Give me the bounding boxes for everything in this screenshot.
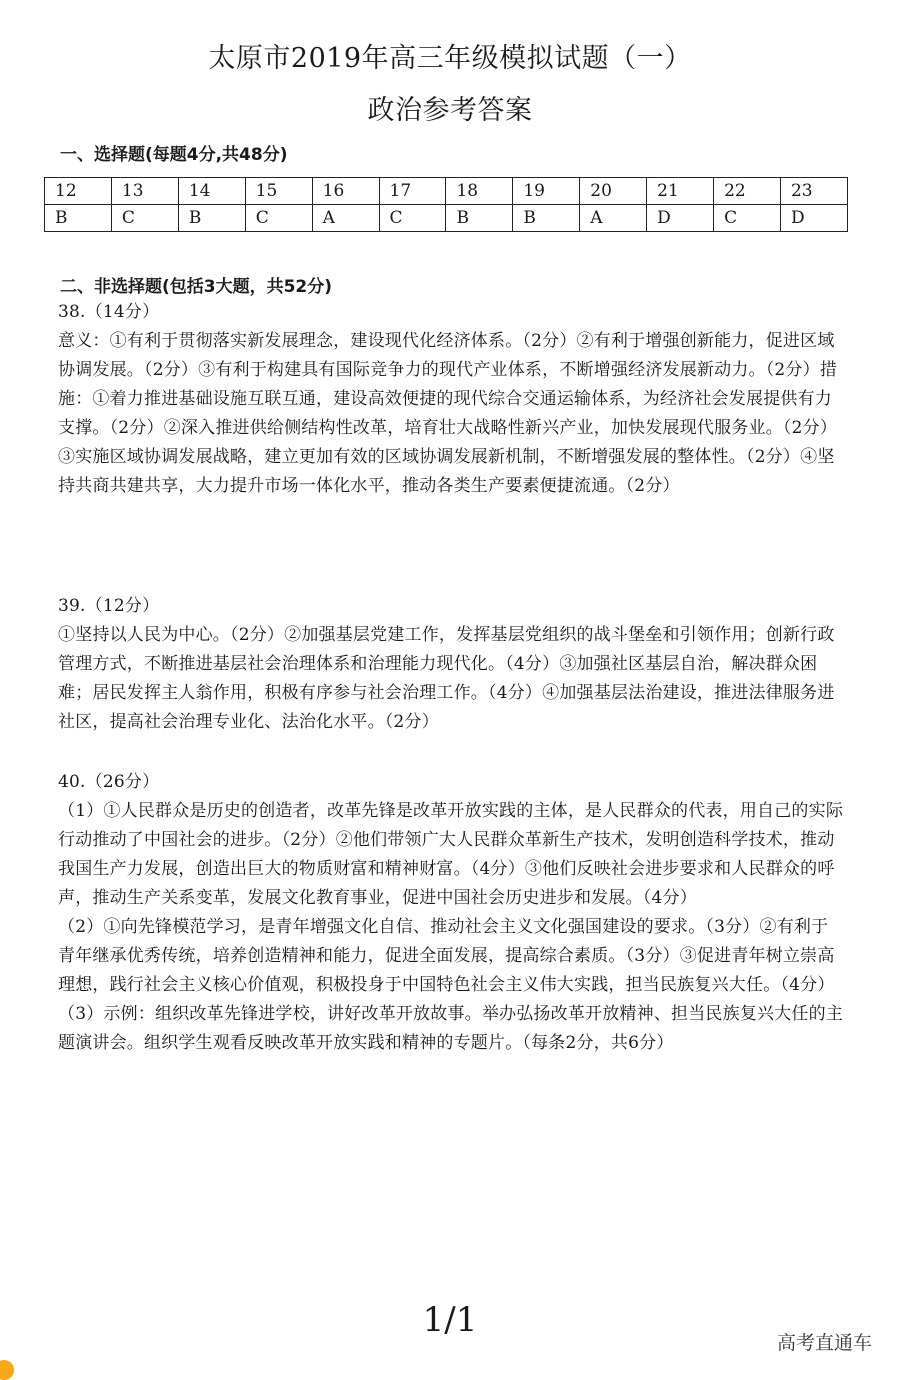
question-number: 18 — [446, 178, 513, 205]
question-number: 23 — [780, 178, 847, 205]
question-number-row — [45, 178, 848, 205]
question-number: 17 — [379, 178, 446, 205]
question-number: 15 — [245, 178, 312, 205]
answer-key-subtitle: 政治参考答案 — [367, 95, 533, 126]
watermark-text: 高考直通车 — [776, 1332, 872, 1354]
answer-cell: C — [111, 205, 178, 232]
answer-cell: A — [580, 205, 647, 232]
answer-cell: B — [446, 205, 513, 232]
page-number: 1/1 — [422, 1300, 478, 1340]
question-38-answer: 意义：①有利于贯彻落实新发展理念，建设现代化经济体系。（2分）②有利于增强创新能力，促进区域协调发展。（2分）③有利于构建具有国际竞争力的现代产业体系，不断增强经济发展新动力。（2分）措施：①着力推进基础设施互联互通，建设高效便捷的现代综合交通运输体系，为经济社会发展提供有力支撑。（2分）②深入推进供给侧结构性改革，培育壮大战略性新兴产业，加快发展现代服务业。（2分）③实施区域协调发展战略，建立更加有效的区域协调发展新机制，不断增强发展的整体性。（2分）④坚持共商共建共享，大力提升市场一体化水平，推动各类生产要素便捷流通。（2分） — [58, 331, 838, 496]
answer-cell: B — [513, 205, 580, 232]
answer-cell: D — [780, 205, 847, 232]
watermark-dot-icon — [0, 1360, 14, 1380]
answer-cell: C — [245, 205, 312, 232]
question-number: 20 — [580, 178, 647, 205]
question-number: 14 — [178, 178, 245, 205]
question-39-answer: ①坚持以人民为中心。（2分）②加强基层党建工作，发挥基层党组织的战斗堡垒和引领作用；创新行政管理方式，不断推进基层社会治理体系和治理能力现代化。（4分）③加强社区基层自治，解决群众困难；居民发挥主人翁作用，积极有序参与社会治理工作。（4分）④加强基层法治建设，推进法律服务进社区，提高社会治理专业化、法治化水平。（2分） — [58, 625, 835, 732]
answer-cell: B — [178, 205, 245, 232]
question-40-part-2: （2）①向先锋模范学习，是青年增强文化自信、推动社会主义文化强国建设的要求。（3分）②有利于青年继承优秀传统，培养创造精神和能力，促进全面发展，提高综合素质。（3分）③促进青年树立崇高理想，践行社会主义核心价值观，积极投身于中国特色社会主义伟大实践，担当民族复兴大任。（4分） — [58, 917, 835, 995]
question-number: 12 — [45, 178, 112, 205]
answer-cell: A — [312, 205, 379, 232]
answer-row — [45, 205, 848, 232]
question-number: 21 — [647, 178, 714, 205]
question-40-part-3: （3）示例：组织改革先锋进学校，讲好改革开放故事。举办弘扬改革开放精神、担当民族复兴大任的主题演讲会。组织学生观看反映改革开放实践和精神的专题片。（每条2分，共6分） — [58, 1004, 844, 1053]
section-2-heading: 二、非选择题(包括3大题，共52分) — [60, 277, 333, 297]
section-1-heading: 一、选择题(每题4分,共48分) — [60, 145, 288, 165]
question-number: 22 — [714, 178, 781, 205]
exam-title: 太原市2019年高三年级模拟试题（一） — [208, 43, 692, 74]
answer-cell: B — [45, 205, 112, 232]
answer-table — [44, 177, 848, 232]
answer-cell: C — [379, 205, 446, 232]
question-40-part-1: （1）①人民群众是历史的创造者，改革先锋是改革开放实践的主体，是人民群众的代表，用自己的实际行动推动了中国社会的进步。（2分）②他们带领广大人民群众革新生产技术，发明创造科学技术，推动我国生产力发展，创造出巨大的物质财富和精神财富。（4分）③他们反映社会进步要求和人民群众的呼声，推动生产关系变革，发展文化教育事业，促进中国社会历史进步和发展。（4分） — [58, 801, 844, 908]
question-38 — [58, 298, 843, 501]
question-38-heading: 38.（14分） — [58, 302, 160, 322]
answer-cell: C — [714, 205, 781, 232]
question-number: 16 — [312, 178, 379, 205]
question-number: 13 — [111, 178, 178, 205]
question-40 — [58, 768, 843, 1058]
answer-cell: D — [647, 205, 714, 232]
question-39-heading: 39.（12分） — [58, 596, 160, 616]
question-39 — [58, 592, 843, 737]
question-40-heading: 40.（26分） — [58, 772, 160, 792]
question-number: 19 — [513, 178, 580, 205]
